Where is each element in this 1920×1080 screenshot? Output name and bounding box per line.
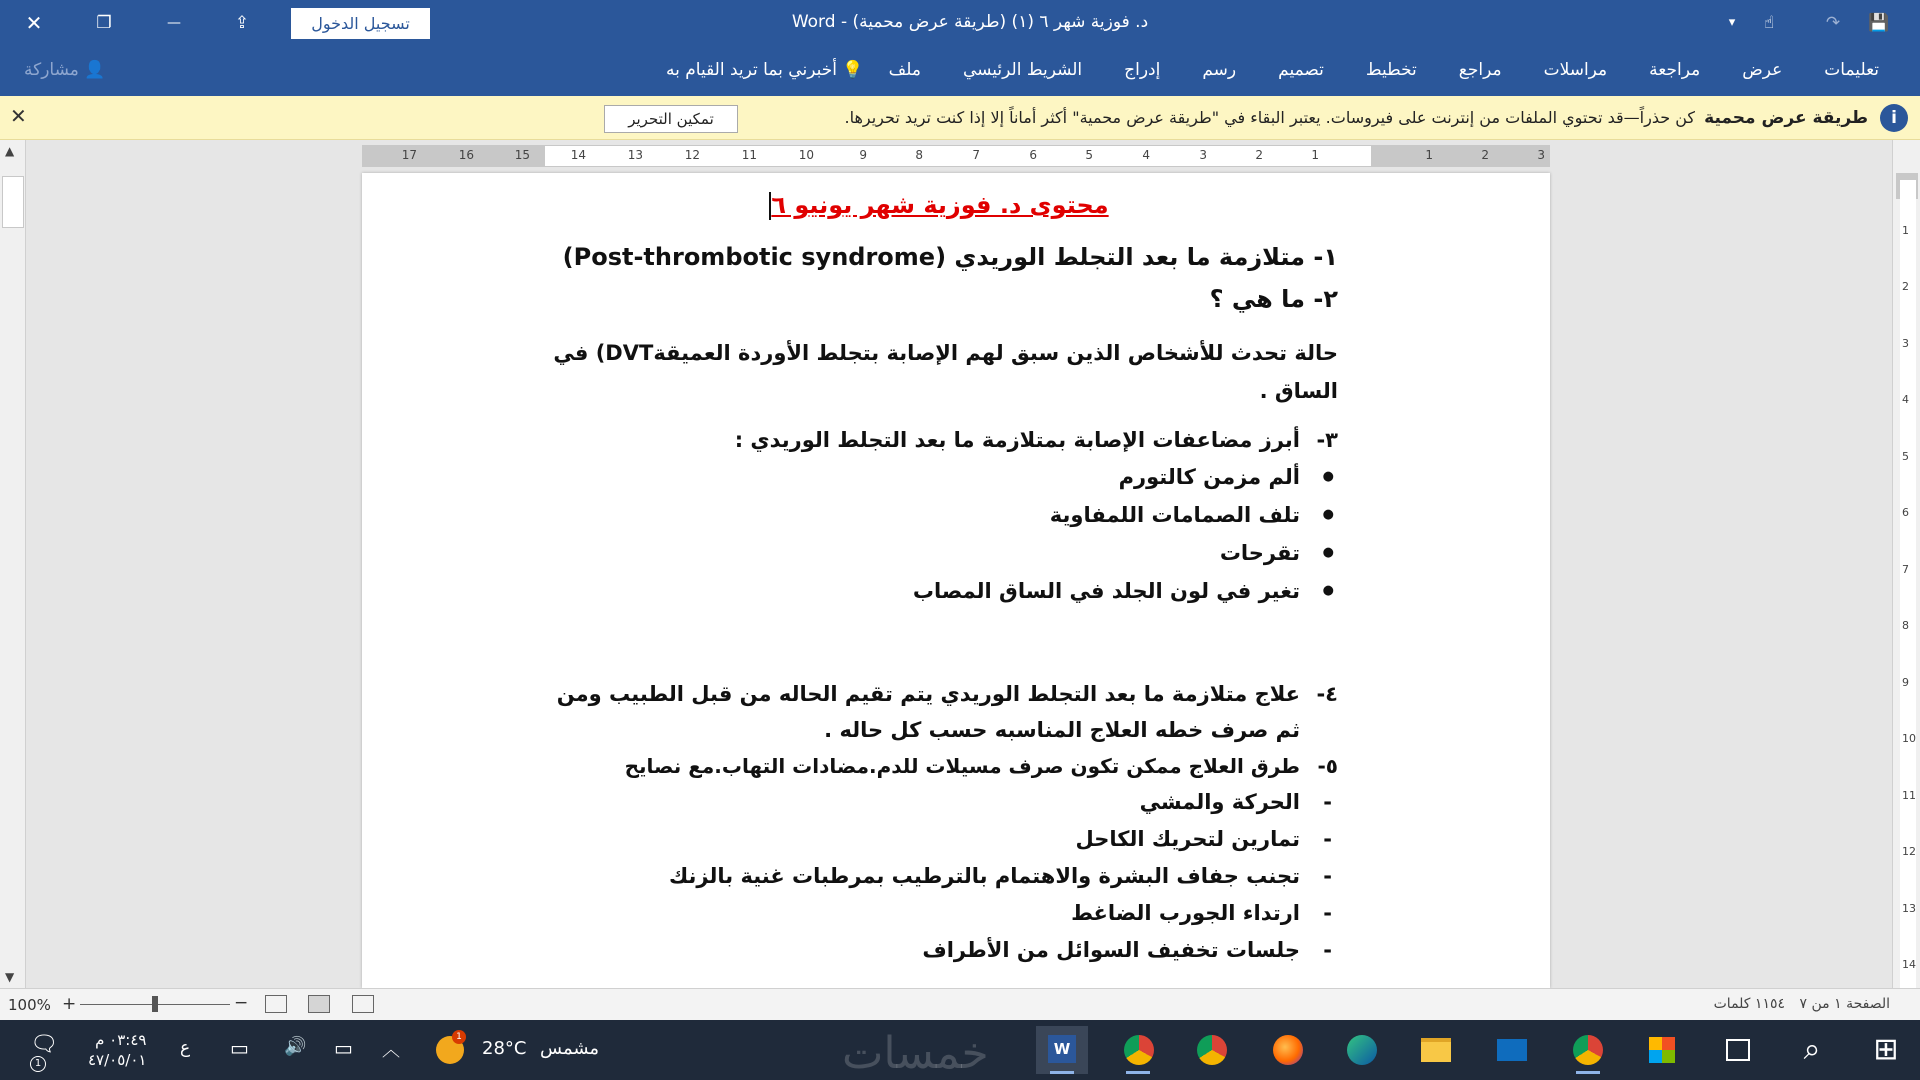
tab-layout[interactable]: تخطيط: [1365, 60, 1417, 80]
customize-qat-icon[interactable]: ▾: [1728, 15, 1736, 30]
tab-view[interactable]: عرض: [1742, 60, 1783, 80]
page-indicator[interactable]: الصفحة ١ من ٧: [1799, 996, 1890, 1012]
chrome-2-taskbar-button[interactable]: [1562, 1026, 1614, 1074]
scroll-up-icon[interactable]: ▲: [5, 144, 15, 158]
tab-insert[interactable]: إدراج: [1124, 60, 1161, 80]
volume-icon[interactable]: 🔊: [284, 1036, 307, 1057]
ruler-number: 4: [1142, 148, 1150, 162]
firefox-icon: [1273, 1035, 1303, 1065]
edge-icon: [1347, 1035, 1377, 1065]
document-page[interactable]: [362, 173, 1550, 988]
ruler-number: 4: [1902, 393, 1909, 406]
list-item: - ارتداء الجورب الضاغط: [538, 895, 1338, 932]
ruler-number: 3: [1537, 148, 1545, 162]
tab-help[interactable]: تعليمات: [1824, 60, 1879, 80]
temperature[interactable]: 28°C: [482, 1038, 527, 1059]
running-indicator: [1126, 1071, 1150, 1074]
item-number: ٥-: [1317, 754, 1338, 778]
ruler-number: 17: [401, 148, 417, 162]
ruler-number: 14: [1902, 958, 1916, 971]
window-title: [740, 12, 1200, 32]
tab-mailings[interactable]: مراسلات: [1543, 60, 1608, 80]
list-item: - تمارين لتحريك الكاحل: [538, 821, 1338, 858]
mail-icon: [1497, 1039, 1527, 1061]
ruler-number: 10: [1902, 732, 1916, 745]
share-label: مشاركة: [24, 60, 79, 80]
zoom-out-icon[interactable]: −: [234, 993, 249, 1013]
complications-list: [538, 458, 1338, 610]
title-bar: [0, 0, 1920, 46]
vertical-ruler: [1900, 180, 1916, 994]
ruler-number: 15: [514, 148, 530, 162]
document-title: [538, 191, 1338, 220]
ruler-number: 8: [915, 148, 923, 162]
zoom-slider-handle[interactable]: [152, 996, 158, 1012]
horizontal-ruler[interactable]: [362, 145, 1550, 167]
clock[interactable]: [88, 1030, 146, 1070]
ruler-number: 3: [1902, 337, 1909, 350]
show-hidden-icons[interactable]: ︿: [382, 1040, 400, 1061]
ruler-number: 12: [684, 148, 700, 162]
paragraph-definition: حالة تحدث للأشخاص الذين سبق لهم الإصابة بتجلط الأوردة العميقةDVT) في الساق .: [553, 341, 1338, 403]
share-button[interactable]: [24, 60, 105, 80]
task-view-icon: [1726, 1039, 1750, 1061]
ruler-number: 11: [1902, 789, 1916, 802]
heading-2: ٢- ما هي ؟: [1209, 285, 1338, 313]
title-separator: -: [840, 12, 848, 32]
ruler-number: 6: [1902, 506, 1909, 519]
taskbar: [0, 1020, 1920, 1080]
edge-taskbar-button[interactable]: [1336, 1026, 1388, 1074]
ruler-number: 1: [1311, 148, 1319, 162]
input-language[interactable]: ع: [180, 1038, 191, 1058]
word-count[interactable]: ١١٥٤ كلمات: [1713, 996, 1785, 1012]
word-taskbar-button[interactable]: [1036, 1026, 1088, 1074]
ruler-number: 7: [1902, 563, 1909, 576]
ruler-number: 8: [1902, 619, 1909, 632]
zoom-level[interactable]: 100%: [8, 996, 51, 1014]
battery-icon[interactable]: ▭: [230, 1036, 249, 1060]
tab-references[interactable]: مراجع: [1458, 60, 1502, 80]
ruler-number: 2: [1902, 280, 1909, 293]
list-item: - جلسات تخفيف السوائل من الأطراف: [538, 932, 1338, 969]
ribbon: [0, 46, 1920, 96]
document-body[interactable]: [538, 181, 1338, 969]
close-icon[interactable]: ✕: [25, 11, 43, 35]
chrome-icon: [1124, 1035, 1154, 1065]
info-shield-icon: i: [1880, 104, 1908, 132]
list-item: ● ألم مزمن كالتورم: [538, 458, 1338, 496]
time: ٠٣:٤٩ م: [95, 1031, 147, 1049]
date: ٤٧/٠٥/٠١: [88, 1051, 147, 1069]
ruler-number: 13: [627, 148, 643, 162]
heading-1: ١- متلازمة ما بعد التجلط الوريدي (Post-thrombotic syndrome): [562, 243, 1338, 271]
restore-icon[interactable]: ❐: [96, 13, 112, 33]
document-area: [0, 140, 1920, 988]
word-icon: W: [1048, 1035, 1076, 1063]
list-item: - الحركة والمشي: [538, 784, 1338, 821]
ruler-number: 2: [1255, 148, 1263, 162]
weather-badge: 1: [452, 1030, 466, 1044]
start-button-icon[interactable]: ⊞: [1873, 1032, 1899, 1067]
print-layout-icon[interactable]: [308, 995, 330, 1013]
protected-view-bar: [0, 96, 1920, 140]
weather-condition[interactable]: مشمس: [540, 1038, 600, 1059]
ruler-number: 9: [1902, 676, 1909, 689]
running-indicator: [1576, 1071, 1600, 1074]
ruler-number: 5: [1085, 148, 1093, 162]
chrome-icon: [1573, 1035, 1603, 1065]
ribbon-tabs: [868, 60, 1900, 80]
item-text: أبرز مضاعفات الإصابة بمتلازمة ما بعد التجلط الوريدي :: [734, 428, 1300, 452]
watermark: خمسات: [842, 1028, 989, 1079]
notification-badge: 1: [30, 1056, 46, 1072]
advice-list: [538, 784, 1338, 969]
notification-icon[interactable]: 🗨: [30, 1032, 58, 1057]
ruler-number: 12: [1902, 845, 1916, 858]
ruler-number: 16: [458, 148, 474, 162]
read-mode-icon[interactable]: [352, 995, 374, 1013]
sign-in-button[interactable]: تسجيل الدخول: [291, 8, 430, 39]
store-icon: [1649, 1037, 1675, 1063]
tab-draw[interactable]: رسم: [1202, 60, 1237, 80]
right-scrollbar[interactable]: [1892, 140, 1920, 988]
ruler-number: 6: [1029, 148, 1037, 162]
ruler-number: 9: [859, 148, 867, 162]
web-layout-icon[interactable]: [265, 995, 287, 1013]
folder-icon: [1421, 1038, 1451, 1062]
protected-view-title: طريقة عرض محمية: [1704, 108, 1868, 128]
list-item: ● تقرحات: [538, 534, 1338, 572]
ruler-number: 13: [1902, 902, 1916, 915]
list-item: - تجنب جفاف البشرة والاهتمام بالترطيب بمرطبات غنية بالزنك: [538, 858, 1338, 895]
status-bar: [0, 988, 1920, 1020]
item-number: ٣-: [1316, 428, 1338, 452]
blank-lines: [538, 610, 1338, 676]
redo-icon[interactable]: ↷: [1825, 13, 1841, 33]
scroll-thumb[interactable]: [2, 176, 24, 228]
store-taskbar-button[interactable]: [1636, 1026, 1688, 1074]
ruler-number: 7: [972, 148, 980, 162]
scroll-down-icon[interactable]: ▼: [5, 970, 15, 984]
mail-taskbar-button[interactable]: [1486, 1026, 1538, 1074]
enable-editing-button[interactable]: تمكين التحرير: [604, 105, 738, 133]
document-title-text: محتوى د. فوزية شهر يونيو ٦: [771, 191, 1109, 219]
ruler-number: 10: [798, 148, 814, 162]
numbered-item-3: [538, 422, 1338, 458]
chrome-taskbar-button[interactable]: [1186, 1026, 1238, 1074]
ruler-number: 14: [570, 148, 586, 162]
numbered-item-5: [538, 748, 1338, 784]
ruler-number: 2: [1481, 148, 1489, 162]
active-indicator: [1050, 1071, 1074, 1074]
close-icon[interactable]: ✕: [10, 104, 27, 128]
list-item: ● تلف الصمامات اللمفاوية: [538, 496, 1338, 534]
ruler-number: 5: [1902, 450, 1909, 463]
ruler-number: 1: [1425, 148, 1433, 162]
person-icon: 👤: [84, 60, 106, 80]
ruler-right-margin: [1371, 146, 1549, 166]
item-text: علاج متلازمة ما بعد التجلط الوريدي يتم تقيم الحاله من قبل الطبيب ومن ثم صرف خطه العلاج المناسبه حسب كل حاله .: [556, 682, 1300, 742]
item-text: طرق العلاج ممكن تكون صرف مسيلات للدم.مضادات التهاب.مع نصايح: [624, 754, 1300, 778]
ruler-number: 11: [741, 148, 757, 162]
lightbulb-icon: 💡: [842, 60, 864, 80]
minimize-icon[interactable]: —: [167, 15, 181, 31]
app-name: Word: [791, 12, 836, 32]
tell-me-label: أخبرني بما تريد القيام به: [666, 60, 837, 80]
ribbon-display-options-icon[interactable]: ⇪: [234, 13, 250, 33]
protected-view-message: كن حذراً—قد تحتوي الملفات من إنترنت على فيروسات. يعتبر البقاء في "طريقة عرض محمية" أكثر أماناً إلا إذا كنت تريد تحريرها.: [844, 108, 1695, 127]
firefox-taskbar-button[interactable]: [1262, 1026, 1314, 1074]
tab-file[interactable]: ملف: [888, 60, 921, 80]
ruler-number: 1: [1902, 224, 1909, 237]
document-name: د. فوزية شهر ٦ (١) (طريقة عرض محمية): [852, 12, 1149, 32]
chrome-profile-taskbar-button[interactable]: [1112, 1026, 1164, 1074]
ruler-number: 3: [1199, 148, 1207, 162]
save-icon[interactable]: 💾: [1868, 13, 1890, 33]
left-scrollbar[interactable]: [0, 140, 26, 988]
item-number: ٤-: [1316, 682, 1338, 706]
chrome-icon: [1197, 1035, 1227, 1065]
tell-me-search[interactable]: [666, 60, 864, 80]
numbered-item-4: [538, 676, 1338, 748]
network-icon[interactable]: ▭: [334, 1036, 353, 1060]
zoom-in-icon[interactable]: +: [62, 994, 77, 1014]
search-icon[interactable]: ⌕: [1803, 1032, 1821, 1067]
tab-home[interactable]: الشريط الرئيسي: [962, 60, 1083, 80]
file-explorer-taskbar-button[interactable]: [1410, 1026, 1462, 1074]
tab-review[interactable]: مراجعة: [1649, 60, 1701, 80]
list-item: ● تغير في لون الجلد في الساق المصاب: [538, 572, 1338, 610]
touch-mode-icon[interactable]: ☝: [1763, 13, 1775, 33]
task-view-button[interactable]: [1712, 1026, 1764, 1074]
tab-design[interactable]: تصميم: [1278, 60, 1324, 80]
